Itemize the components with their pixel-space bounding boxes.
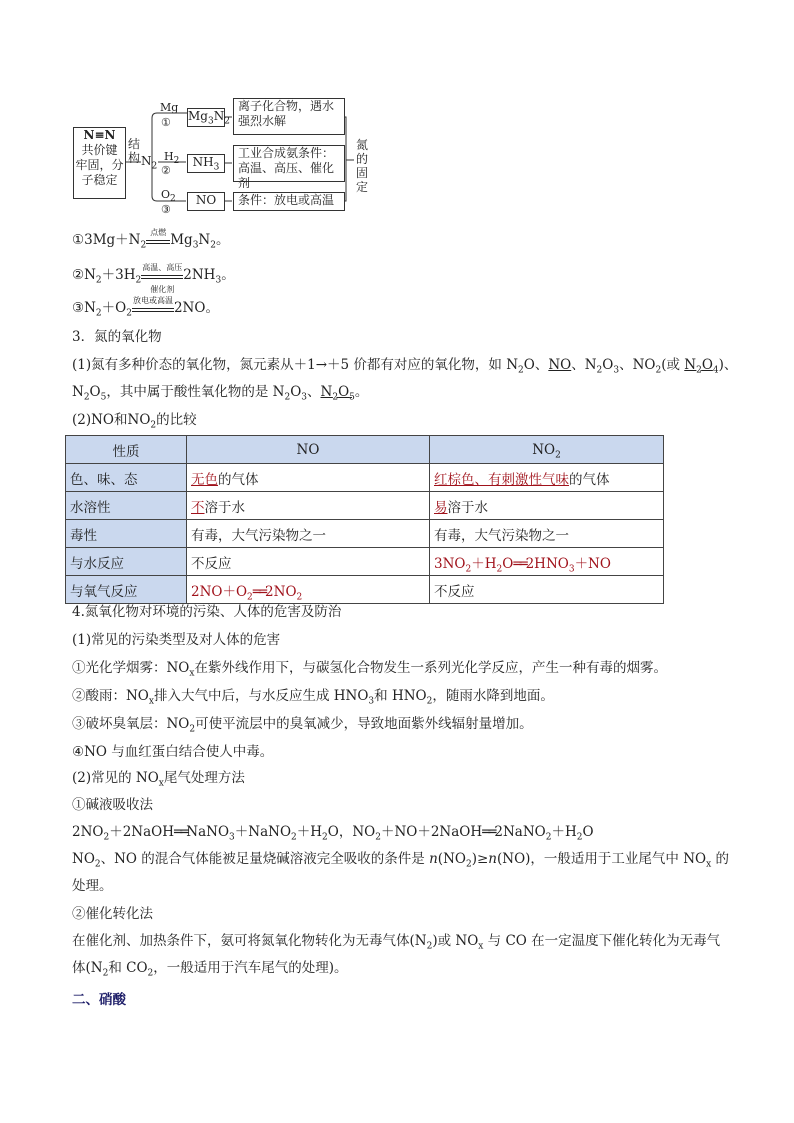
subsection-title: (1)常见的污染类型及对人体的危害 — [72, 632, 281, 648]
paragraph: 在催化剂、加热条件下，氨可将氮氧化物转化为无毒气体$(N_2)$或 $NO_x$ 与 CO 在一定温度下催化转化为无毒气 — [72, 933, 721, 952]
row-header: 色、味、态 — [66, 464, 187, 492]
table-row — [66, 464, 664, 492]
table-header-row — [66, 436, 664, 464]
desc-box-3: 条件：放电或高温 — [233, 192, 345, 211]
paragraph: $N_2O_5$，其中属于酸性氧化物的是 $N_2O_3$、$N_2O_5$。 — [72, 384, 369, 403]
table-cell: 无色的气体 — [187, 464, 430, 492]
branch-number: ③ — [161, 203, 171, 216]
product-nh3-box: $NH_3$ — [187, 154, 225, 173]
paragraph: (1)氮有多种价态的氧化物，氮元素从＋1→＋5 价都有对应的氧化物，如 $N_2O$、NO、$N_2O_3$、$NO_2$(或 $N_2O_4$)、 — [72, 357, 738, 376]
table-cell: 不溶于水 — [187, 492, 430, 520]
desc-box-2: 工业合成氨条件：高温、高压、催化剂 — [233, 145, 345, 182]
table-row — [66, 520, 664, 548]
equation-1: $①3Mg+N_2$ 点燃 $Mg_3N_2$。 — [72, 228, 230, 251]
paragraph: 处理。 — [72, 878, 113, 894]
table-cell: 不反应 — [430, 576, 664, 604]
equation-3: $③N_2+O_2$ 放电或高温 2NO。 — [72, 296, 219, 319]
row-header: 与氧气反应 — [66, 576, 187, 604]
table-cell: 易溶于水 — [430, 492, 664, 520]
row-header: 水溶性 — [66, 492, 187, 520]
method-title: ①碱液吸收法 — [72, 797, 153, 813]
equation-2: $②N_2+3H_2$ 高温、高压 催化剂 $2NH_3$。 — [72, 263, 235, 294]
product-no-box: NO — [187, 192, 225, 211]
table-row — [66, 548, 664, 576]
list-item: ④NO 与血红蛋白结合使人中毒。 — [72, 744, 274, 760]
table-cell: 不反应 — [187, 548, 430, 576]
no-no2-comparison-table — [65, 435, 664, 604]
paragraph: 体($N_2$和 $CO_2$，一般适用于汽车尾气的处理)。 — [72, 960, 348, 979]
desc-box-1: 离子化合物，遇水强烈水解 — [233, 98, 345, 135]
method-title: ②催化转化法 — [72, 906, 153, 922]
row-header: 毒性 — [66, 520, 187, 548]
nn-bond-line: 子稳定 — [81, 173, 118, 187]
structure-label: 结构 — [128, 137, 141, 165]
reagent-o2: $O_2$ — [161, 188, 176, 205]
section-title: 3．氮的氧化物 — [72, 329, 162, 345]
list-item: ③破坏臭氧层：$NO_2$可使平流层中的臭氧减少，导致地面紫外线辐射量增加。 — [72, 716, 533, 735]
reagent-mg: Mg — [160, 101, 179, 114]
nn-bond-line: 共价键 — [81, 143, 118, 157]
paragraph: (2)NO和$NO_2$的比较 — [72, 412, 197, 431]
reagent-h2: $H_2$ — [164, 150, 180, 167]
table-cell: 红棕色、有刺激性气味的气体 — [430, 464, 664, 492]
nitrogen-fixation-label: 氮的固定 — [356, 138, 369, 194]
nn-bond-line: 牢固，分 — [75, 158, 124, 172]
branch-number: ② — [161, 164, 171, 177]
row-header: 与水反应 — [66, 548, 187, 576]
list-item: ①光化学烟雾：$NO_x$在紫外线作用下，与碳氢化合物发生一系列光化学反应，产生一种有毒的烟雾。 — [72, 660, 667, 679]
nn-bond-line: N≡N — [83, 128, 116, 142]
n2-label: $N_2$ — [141, 154, 158, 172]
table-cell: 有毒，大气污染物之一 — [430, 520, 664, 548]
column-header: $NO_2$ — [430, 436, 664, 464]
table-row — [66, 492, 664, 520]
paragraph: $NO_2$、NO 的混合气体能被足量烧碱溶液完全吸收的条件是 $n(NO_2)\ge n(NO)$，一般适用于工业尾气中 $NO_x$ 的 — [72, 851, 729, 870]
nn-bond-box — [73, 127, 126, 199]
table-cell: $3NO_2+H_2O══2HNO_3+NO$ — [430, 548, 664, 576]
column-header: NO — [187, 436, 430, 464]
table-row — [66, 576, 664, 604]
table-cell: $2NO+O_2══2NO_2$ — [187, 576, 430, 604]
section-title: 4.氮氧化物对环境的污染、人体的危害及防治 — [72, 604, 342, 620]
product-mg3n2-box: $Mg_3N_2$ — [188, 109, 230, 127]
section-heading: 二、硝酸 — [72, 992, 126, 1008]
column-header: 性质 — [66, 436, 187, 464]
branch-number: ① — [161, 116, 171, 129]
equation-line: $2NO_2+2NaOH══NaNO_3+NaNO_2+H_2O$，$NO_2+NO+2NaOH══2NaNO_2+H_2O$ — [72, 824, 594, 843]
subsection-title: (2)常见的 $NO_x$尾气处理方法 — [72, 770, 245, 789]
list-item: ②酸雨：$NO_x$排入大气中后，与水反应生成 $HNO_3$和 $HNO_2$，随雨水降到地面。 — [72, 688, 554, 707]
table-cell: 有毒，大气污染物之一 — [187, 520, 430, 548]
